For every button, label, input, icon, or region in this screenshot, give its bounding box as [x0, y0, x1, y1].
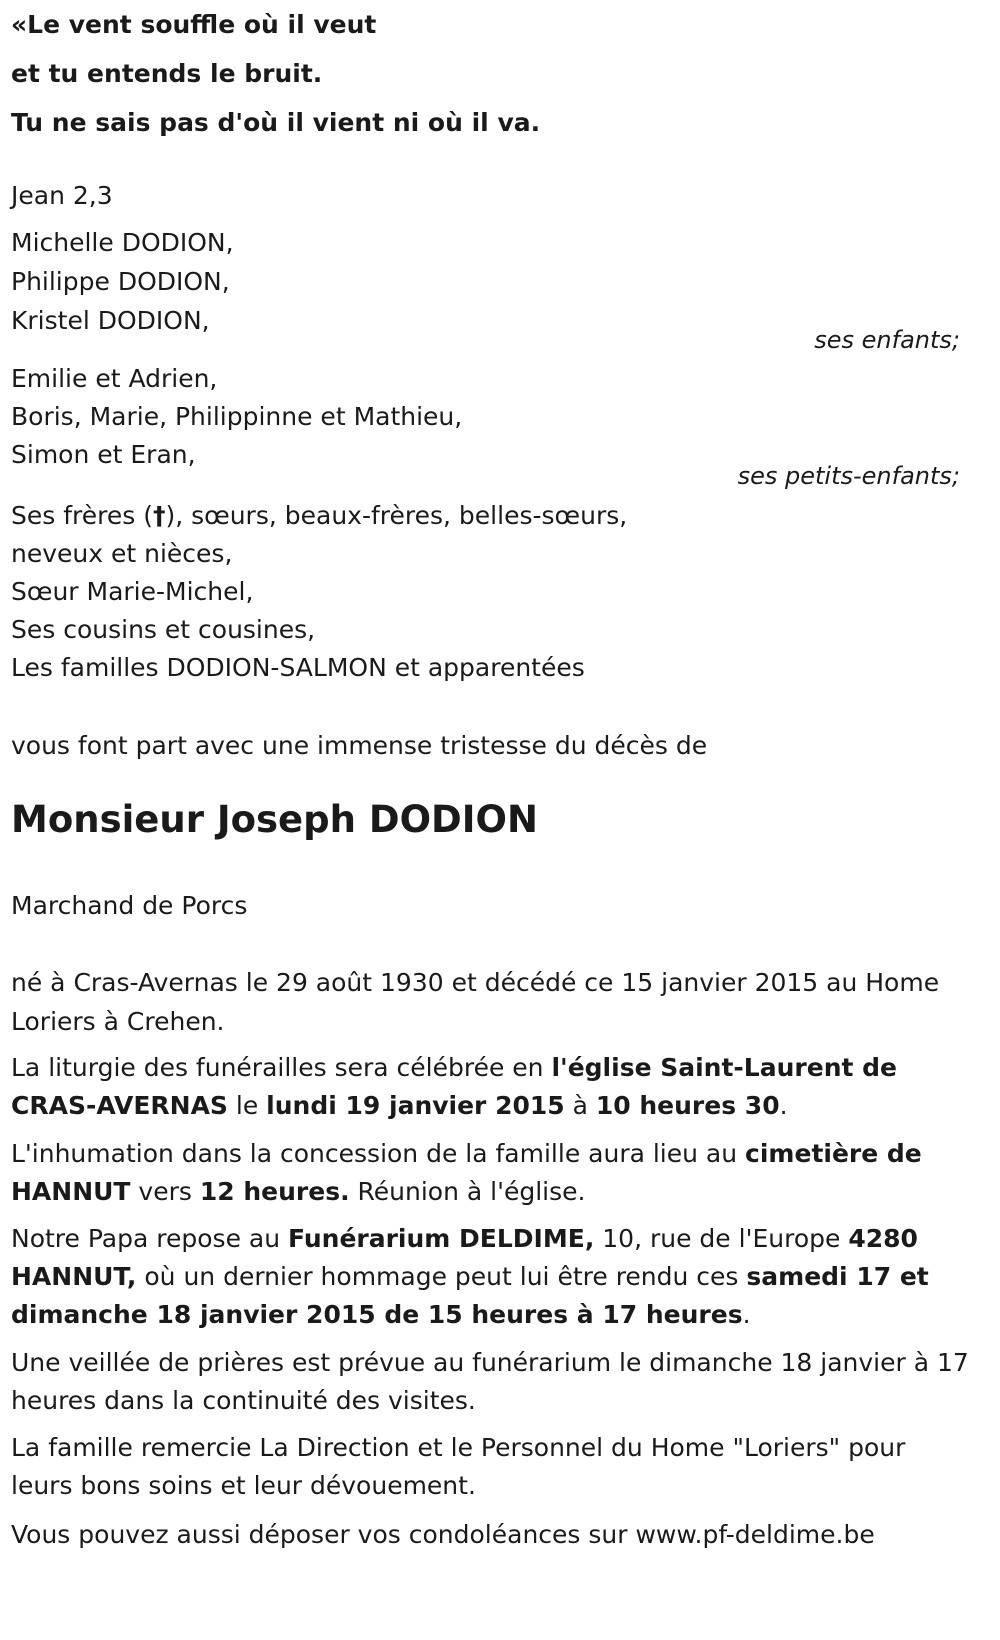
burial-time: 12 heures.	[199, 1177, 350, 1206]
grandchild-name: Simon et Eran,	[11, 440, 196, 469]
birth-death: né à Cras-Avernas le 29 août 1930 et décédé ce 15 janvier 2015 au Home Loriers à Crehen.	[11, 968, 940, 1036]
liturgy-date: lundi 19 janvier 2015	[266, 1091, 565, 1120]
funeral-home: Funérarium DELDIME,	[288, 1224, 595, 1253]
visitation-text: 10, rue de l'Europe	[594, 1224, 849, 1253]
thanks: La famille remercie La Direction et le Personnel du Home "Loriers" pour leurs bons soins et leur dévouement.	[11, 1433, 906, 1500]
cross-icon: †	[152, 501, 166, 530]
visitation-dates: samedi 17 et dimanche 18 janvier 2015 de 15 heures à 17 heures	[11, 1262, 929, 1329]
child-name: Kristel DODION,	[11, 306, 210, 335]
family-text: Ses frères (	[11, 501, 153, 530]
liturgy-time: 10 heures 30	[595, 1091, 780, 1120]
family-line: Les familles DODION-SALMON et apparentées	[11, 653, 585, 682]
profession: Marchand de Porcs	[11, 891, 248, 920]
announcement: vous font part avec une immense tristesse du décès de	[11, 731, 708, 760]
quote-line-2: et tu entends le bruit.	[11, 59, 323, 88]
family-line: Ses cousins et cousines,	[11, 615, 316, 644]
funeral-home-city: 4280 HANNUT,	[11, 1224, 918, 1291]
grandchildren-list	[11, 360, 462, 474]
grandchild-name: Boris, Marie, Philippinne et Mathieu,	[11, 402, 463, 431]
liturgy-text: La liturgie des funérailles sera célébrée en	[11, 1053, 552, 1082]
burial-text: L'inhumation dans la concession de la famille aura lieu au	[11, 1139, 746, 1168]
liturgy-church: l'église Saint-Laurent de CRAS-AVERNAS	[11, 1053, 897, 1120]
family-text: ), sœurs, beaux-frères, belles-sœurs,	[165, 501, 628, 530]
child-name: Philippe DODION,	[11, 267, 230, 296]
liturgy-text: le	[227, 1091, 267, 1120]
visitation-text: où un dernier hommage peut lui être rendu ces	[136, 1262, 747, 1291]
quote-line-1: «Le vent souffle où il veut	[11, 10, 377, 39]
quote-line-3: Tu ne sais pas d'où il vient ni où il va.	[11, 108, 541, 137]
bible-quote	[11, 0, 540, 147]
liturgy-text: à	[564, 1091, 596, 1120]
visitation	[11, 1220, 971, 1334]
condolences: Vous pouvez aussi déposer vos condoléances sur www.pf-deldime.be	[11, 1520, 875, 1549]
grandchild-name: Emilie et Adrien,	[11, 364, 218, 393]
child-name: Michelle DODION,	[11, 228, 234, 257]
grandchildren-label: ses petits-enfants;	[737, 462, 960, 490]
family-list	[11, 497, 627, 687]
burial	[11, 1135, 971, 1211]
liturgy	[11, 1049, 971, 1125]
children-label: ses enfants;	[814, 326, 960, 354]
family-line	[11, 497, 627, 535]
quote-reference: Jean 2,3	[11, 181, 113, 210]
family-line: Sœur Marie-Michel,	[11, 577, 254, 606]
children-list	[11, 223, 234, 340]
burial-text: Réunion à l'église.	[349, 1177, 586, 1206]
family-line: neveux et nièces,	[11, 539, 233, 568]
vigil: Une veillée de prières est prévue au funérarium le dimanche 18 janvier à 17 heures dans la continuité des visites.	[11, 1348, 969, 1415]
deceased-name: Monsieur Joseph DODION	[11, 798, 538, 841]
liturgy-text: .	[779, 1091, 788, 1120]
burial-place: cimetière de HANNUT	[11, 1139, 922, 1206]
burial-text: vers	[130, 1177, 200, 1206]
visitation-text: Notre Papa repose au	[11, 1224, 289, 1253]
visitation-text: .	[742, 1300, 751, 1329]
